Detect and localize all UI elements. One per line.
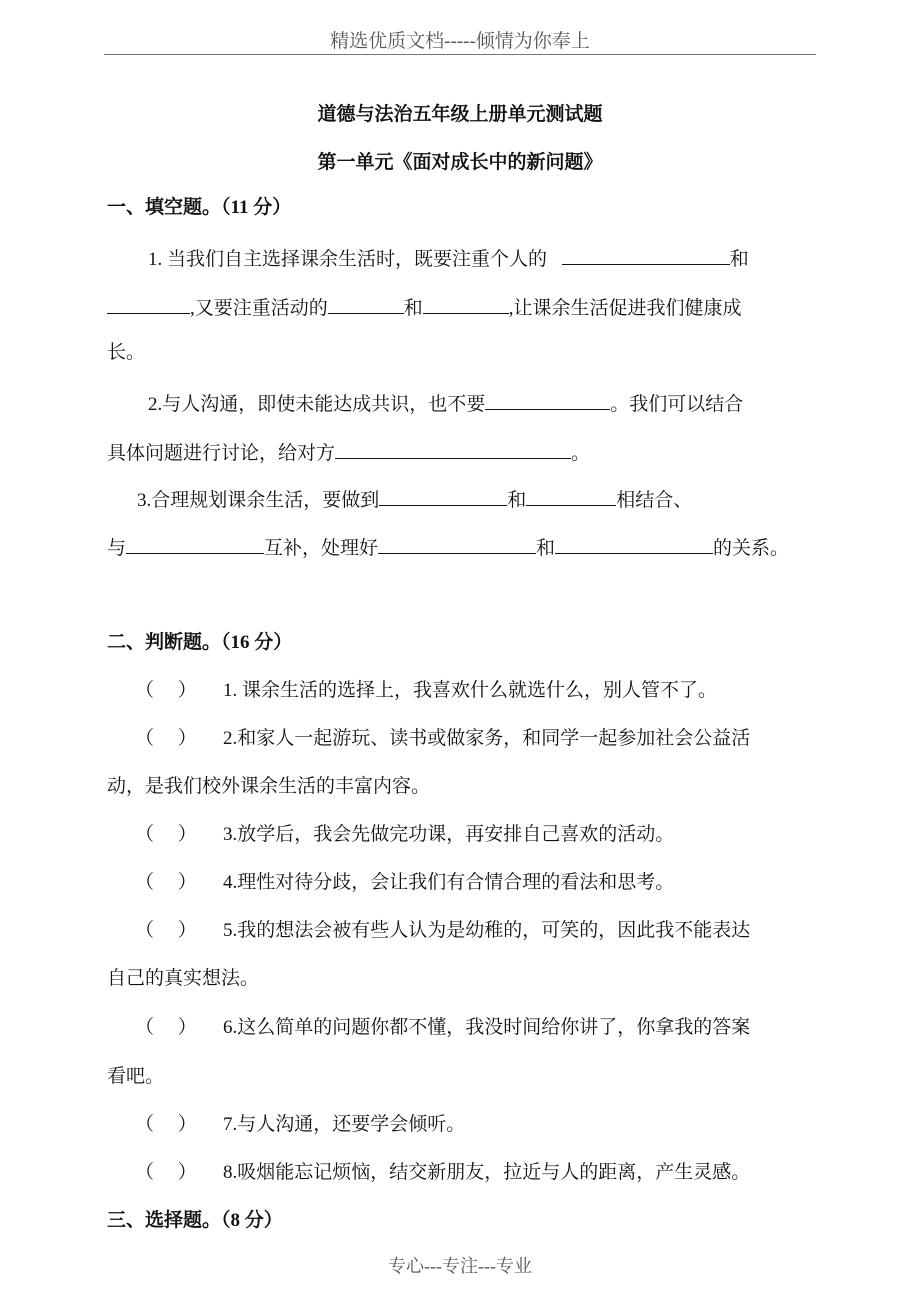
blank (423, 293, 509, 314)
judgment-item-5 (135, 918, 750, 944)
blank (335, 438, 571, 459)
q1-line3: 长。 (107, 342, 146, 363)
answer-paren[interactable]: （ ） (135, 920, 197, 941)
text: 和 (536, 538, 556, 559)
judgment-item-5-cont: 自己的真实想法。 (107, 968, 260, 989)
answer-paren[interactable]: （ ） (135, 1114, 197, 1135)
answer-paren[interactable]: （ ） (135, 680, 197, 701)
judgment-item-7 (135, 1112, 465, 1138)
blank (107, 293, 190, 314)
section3-heading: 三、选择题。（8 分） (107, 1210, 283, 1231)
text: 6.这么简单的问题你都不懂，我没时间给你讲了，你拿我的答案 (223, 1017, 751, 1038)
text: 和 (403, 298, 423, 319)
text: 8.吸烟能忘记烦恼，结交新朋友，拉近与人的距离，产生灵感。 (223, 1162, 751, 1183)
q1-line1 (148, 244, 749, 270)
text: 5.我的想法会被有些人认为是幼稚的，可笑的，因此我不能表达 (223, 920, 751, 941)
doc-subtitle: 第一单元《面对成长中的新问题》 (317, 152, 603, 173)
header-rule (104, 54, 816, 55)
answer-paren[interactable]: （ ） (135, 872, 197, 893)
text: 相结合、 (616, 490, 693, 511)
text: ,又要注重活动的 (190, 298, 328, 319)
text: 2.和家人一起游玩、读书或做家务，和同学一起参加社会公益活 (223, 728, 751, 749)
answer-paren[interactable]: （ ） (135, 824, 197, 845)
judgment-item-4 (135, 870, 674, 896)
blank (562, 244, 730, 265)
q2-line2 (107, 438, 590, 464)
page-footer: 专心---专注---专业 (388, 1256, 532, 1276)
answer-paren[interactable]: （ ） (135, 728, 197, 749)
text: 。 (571, 443, 591, 464)
judgment-item-6 (135, 1015, 750, 1041)
answer-paren[interactable]: （ ） (135, 1162, 197, 1183)
judgment-item-3 (135, 822, 674, 848)
blank (379, 485, 507, 506)
section2-heading: 二、判断题。（16 分） (107, 632, 293, 653)
judgment-item-2-cont: 动，是我们校外课余生活的丰富内容。 (107, 776, 431, 797)
q3-line2 (107, 533, 789, 559)
judgment-item-2 (135, 726, 750, 752)
text: 2.与人沟通，即使未能达成共识，也不要 (148, 394, 486, 415)
blank (485, 389, 610, 410)
text: 1. 当我们自主选择课余生活时，既要注重个人的 (148, 249, 552, 270)
text: 3.放学后，我会先做完功课，再安排自己喜欢的活动。 (223, 824, 675, 845)
text: ,让课余生活促进我们健康成 (508, 298, 742, 319)
blank (378, 533, 536, 554)
judgment-item-6-cont: 看吧。 (107, 1066, 165, 1087)
doc-title: 道德与法治五年级上册单元测试题 (317, 104, 603, 125)
section1-heading: 一、填空题。（11 分） (107, 197, 292, 218)
text: 的关系。 (713, 538, 790, 559)
text: 1. 课余生活的选择上，我喜欢什么就选什么，别人管不了。 (223, 680, 718, 701)
text: 互补，处理好 (264, 538, 379, 559)
text: 3.合理规划课余生活，要做到 (137, 490, 380, 511)
blank (526, 485, 616, 506)
blank (555, 533, 713, 554)
q1-line2 (107, 293, 742, 319)
text: 7.与人沟通，还要学会倾听。 (223, 1114, 466, 1135)
judgment-item-8 (135, 1160, 750, 1186)
blank (328, 293, 404, 314)
text: 和 (729, 249, 749, 270)
page-header: 精选优质文档-----倾情为你奉上 (330, 31, 590, 52)
text: 。我们可以结合 (610, 394, 744, 415)
q2-line1 (148, 389, 743, 415)
text: 与 (107, 538, 127, 559)
q3-line1 (137, 485, 692, 511)
text: 和 (507, 490, 527, 511)
blank (126, 533, 264, 554)
text: 具体问题进行讨论，给对方 (107, 443, 336, 464)
text: 4.理性对待分歧，会让我们有合情合理的看法和思考。 (223, 872, 675, 893)
answer-paren[interactable]: （ ） (135, 1017, 197, 1038)
judgment-item-1 (135, 678, 717, 704)
